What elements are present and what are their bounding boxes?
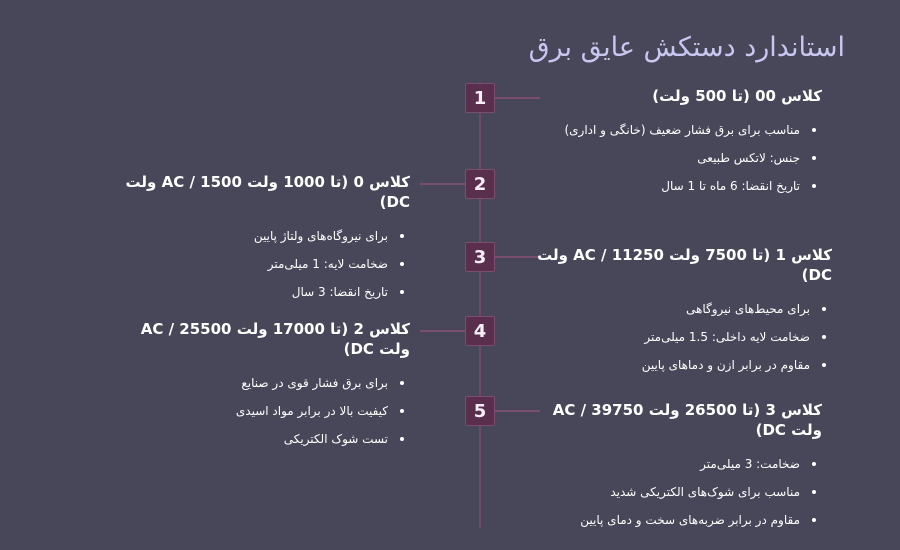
step-title-5: کلاس 3 (تا 26500 ولت AC / 39750 ولت DC)	[552, 401, 822, 439]
step-bullets-1	[522, 116, 822, 200]
step-block-5	[547, 400, 822, 534]
bullet-item: مقاوم در برابر ازن و دماهای پایین	[502, 351, 832, 379]
timeline-line	[479, 82, 481, 528]
step-marker-1: 1	[465, 83, 495, 113]
connector-5	[495, 410, 540, 412]
step-title-4: کلاس 2 (تا 17000 ولت AC / 25500 ولت DC)	[140, 320, 410, 358]
step-block-3	[502, 245, 832, 379]
step-bullets-3	[502, 295, 832, 379]
bullet-item: مقاوم در برابر ضربه‌های سخت و دمای پایین	[547, 506, 822, 534]
step-title-3: کلاس 1 (تا 7500 ولت AC / 11250 ولت DC)	[537, 246, 832, 284]
step-block-4	[140, 319, 410, 453]
step-title-1: کلاس 00 (تا 500 ولت)	[652, 87, 822, 105]
bullet-item: تاریخ انقضا: 3 سال	[110, 278, 410, 306]
step-block-1	[522, 86, 822, 200]
step-bullets-2	[110, 222, 410, 306]
bullet-item: ضخامت لایه: 1 میلی‌متر	[110, 250, 410, 278]
bullet-item: برای برق فشار قوی در صنایع	[140, 369, 410, 397]
bullet-item: برای محیط‌های نیروگاهی	[502, 295, 832, 323]
bullet-item: مناسب برای برق فشار ضعیف (خانگی و اداری)	[522, 116, 822, 144]
page-title: استاندارد دستکش عایق برق	[528, 32, 845, 64]
bullet-item: ضخامت: 3 میلی‌متر	[547, 450, 822, 478]
bullet-item: ضخامت لایه داخلی: 1.5 میلی‌متر	[502, 323, 832, 351]
step-block-2	[110, 172, 410, 306]
step-marker-4: 4	[465, 316, 495, 346]
step-marker-3: 3	[465, 242, 495, 272]
bullet-item: تاریخ انقضا: 6 ماه تا 1 سال	[522, 172, 822, 200]
step-marker-2: 2	[465, 169, 495, 199]
bullet-item: مناسب برای شوک‌های الکتریکی شدید	[547, 478, 822, 506]
bullet-item: کیفیت بالا در برابر مواد اسیدی	[140, 397, 410, 425]
bullet-item: جنس: لاتکس طبیعی	[522, 144, 822, 172]
bullet-item: برای نیروگاه‌های ولتاژ پایین	[110, 222, 410, 250]
step-bullets-5	[547, 450, 822, 534]
step-title-2: کلاس 0 (تا 1000 ولت AC / 1500 ولت DC)	[125, 173, 410, 211]
bullet-item: تست شوک الکتریکی	[140, 425, 410, 453]
step-bullets-4	[140, 369, 410, 453]
step-marker-5: 5	[465, 396, 495, 426]
connector-2	[420, 183, 465, 185]
connector-4	[420, 330, 465, 332]
